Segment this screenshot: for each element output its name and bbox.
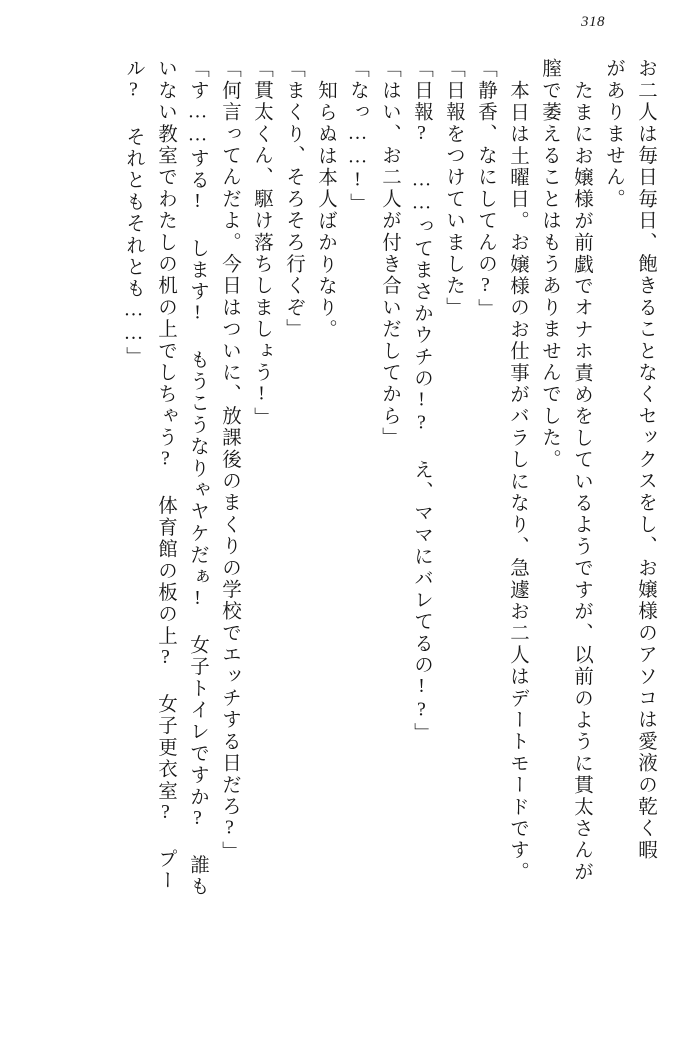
text-line: 「なっ……!」 xyxy=(347,58,368,215)
text-line: ル? それともそれとも……」 xyxy=(123,58,144,368)
text-line: 「貫太くん、駆け落ちしましょう!」 xyxy=(251,58,272,429)
text-line: 「日報? ……ってまさかウチの!? え、ママにバレてるの!?」 xyxy=(411,58,432,745)
text-line: 「何言ってんだよ。今日はついに、放課後のまくりの学校でエッチする日だろ?」 xyxy=(219,58,240,863)
text-line: 「静香、なにしてんの?」 xyxy=(475,58,496,320)
text-line: いない教室でわたしの机の上でしちゃう? 体育館の板の上? 女子更衣室? プー xyxy=(155,58,176,892)
text-line: 「日報をつけていました」 xyxy=(443,58,464,319)
text-line: がありません。 xyxy=(603,58,624,210)
vertical-body-text xyxy=(38,58,655,1010)
text-line: お二人は毎日毎日、飽きることなくセックスをし、お嬢様のアソコは愛液の乾く暇 xyxy=(635,58,656,861)
text-line: 「はい、お二人が付き合いだしてから」 xyxy=(379,58,400,449)
text-line: 膣で萎えることはもうありませんでした。 xyxy=(539,58,560,471)
page-number: 318 xyxy=(581,14,605,30)
text-line: 「す……する! します! もうこうなりゃヤケだぁ! 女子トイレですか? 誰も xyxy=(187,58,208,898)
text-line: 「まくり、そろそろ行くぞ」 xyxy=(283,58,304,341)
text-line: たまにお嬢様が前戯でオナホ責めをしているようですが、以前のように貫太さんが xyxy=(571,80,592,883)
text-line: 知らぬは本人ばかりなり。 xyxy=(315,80,336,341)
text-line: 本日は土曜日。お嬢様のお仕事がバラしになり、急遽お二人はデートモードです。 xyxy=(507,80,528,883)
